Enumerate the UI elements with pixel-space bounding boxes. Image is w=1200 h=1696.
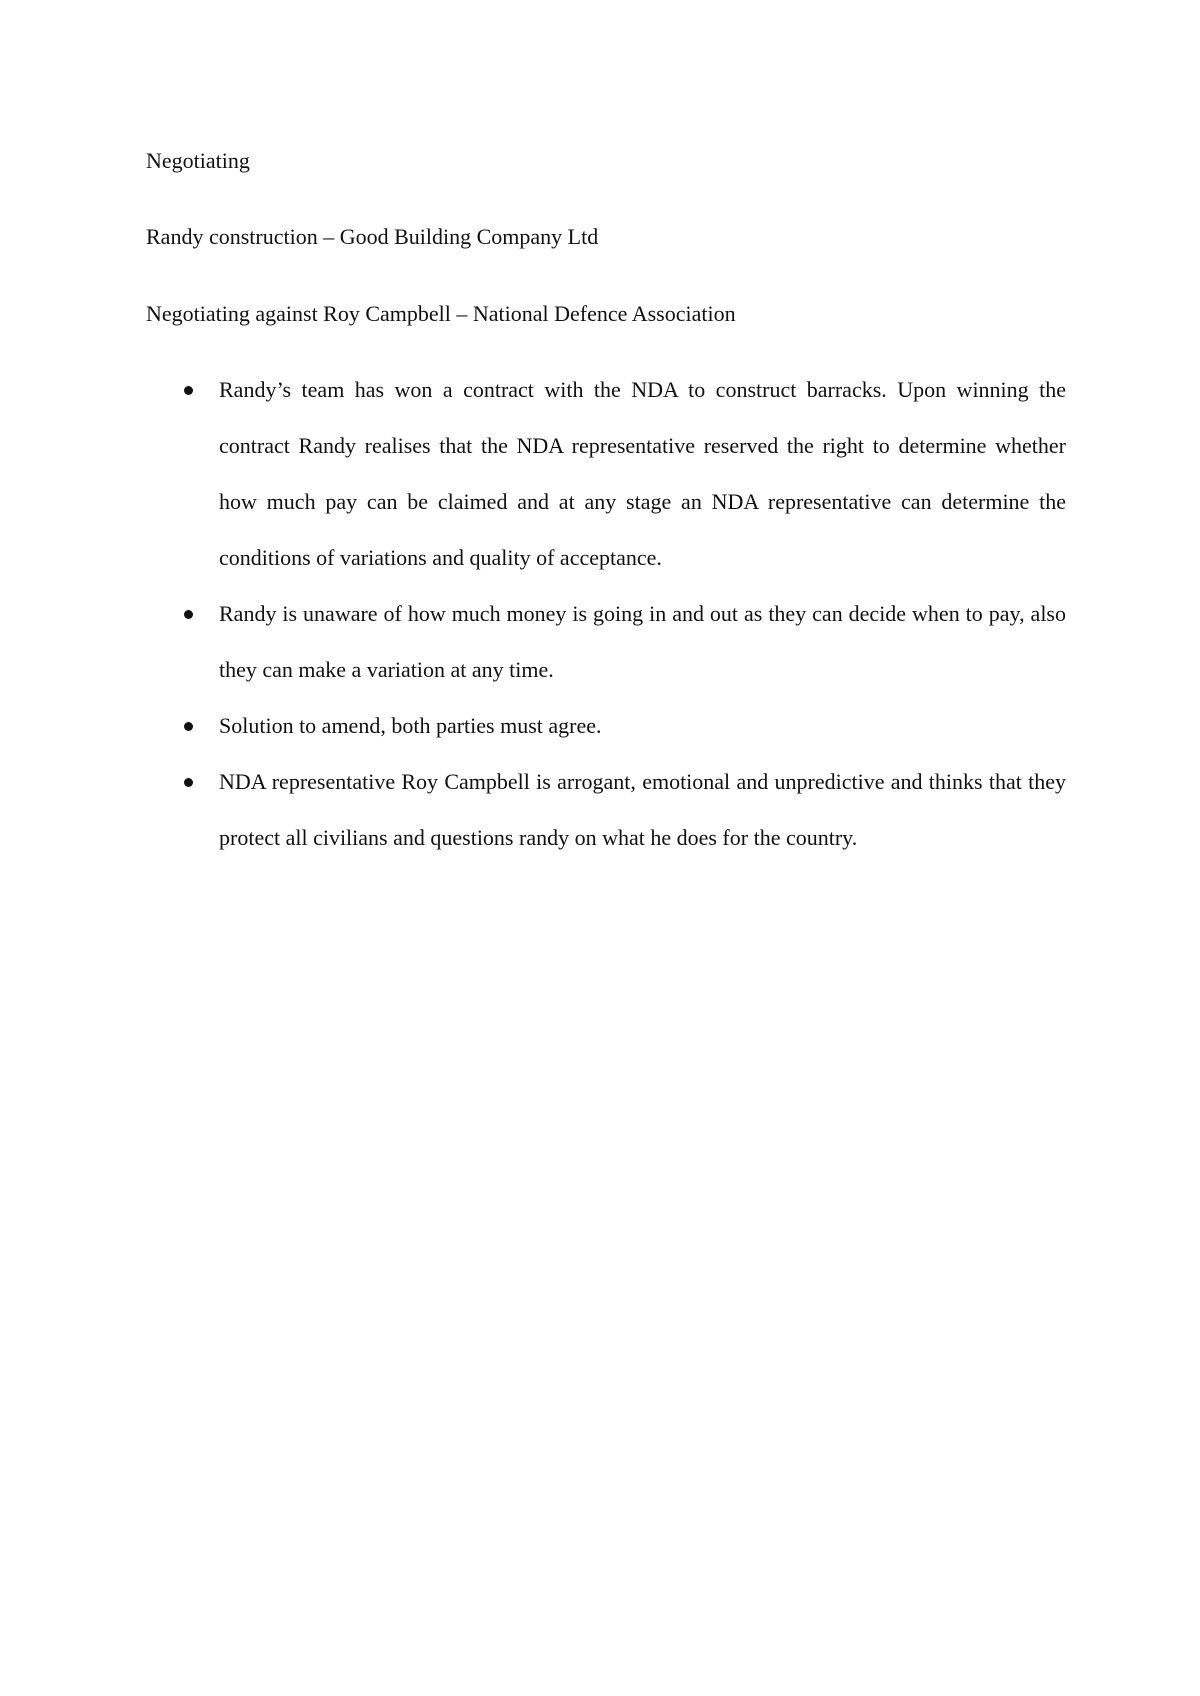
bullet-text: NDA representative Roy Campbell is arrogant, emotional and unpredictive and thinks that they protect all civilians and questions randy on what he does for the country. <box>219 769 1066 850</box>
bullet-icon <box>184 386 193 395</box>
bullet-list <box>146 362 1066 866</box>
document-heading: Negotiating <box>146 148 250 173</box>
bullet-icon <box>184 778 193 787</box>
bullet-icon <box>184 722 193 731</box>
list-item <box>146 698 1066 754</box>
list-item <box>146 362 1066 586</box>
bullet-text: Solution to amend, both parties must agree. <box>219 713 602 738</box>
opponent-line: Negotiating against Roy Campbell – National Defence Association <box>146 301 736 326</box>
list-item <box>146 586 1066 698</box>
bullet-text: Randy is unaware of how much money is going in and out as they can decide when to pay, also they can make a variation at any time. <box>219 601 1066 682</box>
bullet-icon <box>184 610 193 619</box>
company-line: Randy construction – Good Building Company Ltd <box>146 224 599 249</box>
list-item <box>146 754 1066 866</box>
bullet-text: Randy’s team has won a contract with the NDA to construct barracks. Upon winning the contract Randy realises that the NDA representative reserved the right to determine whether how much pay can be claimed and at any stage an NDA representative can determine the conditions of variations and quality of acceptance. <box>219 377 1066 570</box>
